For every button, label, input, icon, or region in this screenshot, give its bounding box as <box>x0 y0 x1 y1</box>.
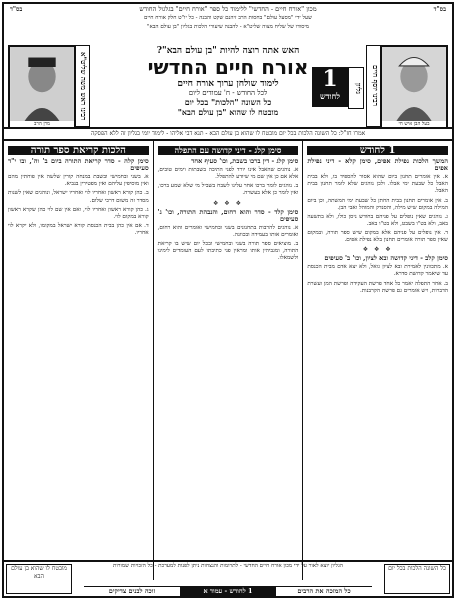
rabbi-portrait-right-icon <box>382 47 446 127</box>
footer-bar-2: 1 לחודש - עמוד א <box>180 587 276 596</box>
footer-bar-1: זוכה לבנים צדיקים <box>108 587 156 595</box>
issue-label: לחודש <box>319 91 341 101</box>
title-top: האש אתה רוצה להיות "בן עולם הבא"? <box>156 46 300 56</box>
portrait-right <box>380 45 448 129</box>
paragraph: ב. אחר התפלה יאמר כל אחד פרשת העקידה ופרשת המן ועשרת הדברות, ויש אומרים גם פרשת הקרבנות. <box>307 280 448 294</box>
top-line-2: שעל ידי "מסעל עולם" בחסות הרב זיהנם שקט והבנה - כל יו"ט חלק אורח חיים <box>143 15 313 21</box>
paragraph: א. מתכוונין לאמירת ובא לציון גואל, ולא יצא אדם מבית הכנסת עד שיאמר קדושת סדרא. <box>307 264 448 278</box>
column-3-subheading: סימן קלה - סדר קריאת התורה ביום ב' וה', ובו י"ד סעיפים <box>7 157 149 173</box>
column-3-heading: הלכות קריאת ספר תורה <box>8 146 149 155</box>
column-2-subheading: סימן קלג - דין ברכו בשבת, וכו' סעיף אחד <box>191 157 299 166</box>
paragraph: ד. אם אין כהן בבית הכנסת קורא ישראל במקומו, ולא יקרא לוי אחריו. <box>7 222 149 236</box>
paragraph: ב. מוציאים ספר תורה בשני ובחמישי ובכל יום שיש בו קריאת התורה, ומגביהין אותו ומראין פני כתיבתו לעם העומדים לימינו ולשמאלו. <box>157 241 299 262</box>
text-columns <box>4 141 452 580</box>
footer <box>4 560 452 596</box>
footer-credits: הגליון יוצא לאור על ידי מכון אורח חיים החדשי - לתרומות והנצחות ניתן לפנות למערכת - כל הזכויות שמורות <box>113 563 343 569</box>
top-line-1: מכון "אורח חיים - החדשי" ללימוד כל ספר "אורח חיים" בגלגול החודש <box>139 5 317 13</box>
top-line-3: מיסודו של שליח מצוה שליט"א - להבנה שיעורי הלכות בגליון "בן עולם הבא" <box>146 24 310 30</box>
page <box>2 2 454 598</box>
paragraph: א. אין אומרים תחנון ביום שהוא אסור להספיד בו, ולא בבית האבל כל שבעת ימי אבלו. ולכן נוהגים שלא לומר תחנון בבית האבל. <box>307 174 448 195</box>
paragraph: א. נוהגים שהאבל אינו יורד לפני התיבה בשבתות וימים טובים, אלא אם כן אין שם מי שיודע להתפלל. <box>157 167 299 181</box>
notice-strip: אמרו חז"ל: כל השונה הלכות בכל יום מובטח לו שהוא בן עולם הבא - תנא דבי אליהו - לימוד יומי בגליון זה ללא הפסקה <box>4 129 452 141</box>
promise-line: מובטח לו שהוא "בן עולם הבא" <box>177 107 279 117</box>
side-title-right: רבינו יוסף חיים <box>366 45 382 127</box>
paragraph: ב. אין אומרים תחנון בבית החתן כל שבעת ימי המשתה, וכן ביום המילה במקום שיש מילה, והסנדק והמוהל ואבי הבן. <box>307 197 448 211</box>
paragraph: א. נוהגים להרבות בתחנונים בשני ובחמישי ואומרים והוא רחום, ואומרים אותו בעמידה ובכוונה. <box>157 224 299 238</box>
year-line: כל השונה "הלכות" בכל יום <box>184 97 272 107</box>
column-1-subheading-2: סימן קלב - דיני קדושה ובא לציון, וכו' ב' סעיפים <box>324 254 448 263</box>
title-banner <box>92 45 364 117</box>
portrait-right-caption: בעל הבן איש חי <box>382 121 446 127</box>
divider: ❖ ❖ ❖ <box>213 199 243 207</box>
title-sub: לימוד שולחן ערוך אורח חיים <box>177 79 279 89</box>
paragraph: ג. נוהגים שאין נופלים על פניהם בחודש ניסן כולו, ולא בתשעה באב, ולא בט"ו בשבט, ולא בט"ו באב. <box>307 213 448 227</box>
title-sub2: לכל החודש - ח' עמודים ליום <box>188 89 268 97</box>
column-2 <box>154 141 304 580</box>
divider: ❖ ❖ ❖ <box>362 246 393 254</box>
column-3 <box>4 141 154 580</box>
masthead <box>4 31 452 129</box>
page-title: אורח חיים החדשי <box>147 55 309 79</box>
paragraph: ב. כהן קורא ראשון ואחריו לוי ואחריו ישראל, ונוהגים שאין לשנות מסדר זה משום דרכי שלום. <box>7 190 149 204</box>
column-2-heading: סימן קלג - דיני קדושה עם התפלה <box>158 146 299 155</box>
column-1 <box>303 141 452 580</box>
corner-left: בס"ד <box>10 6 23 13</box>
side-title-left: רבינו ראש משה שליט"א <box>74 45 90 127</box>
footer-bar <box>84 586 372 596</box>
footer-bar-3: כל המזכה את הרבים <box>297 587 351 595</box>
column-1-subheading: המשך הלכות נפילת אפים, סימן קלא - דיני נפילת אפים <box>307 157 448 173</box>
paragraph: ד. אין נופלים על פניהם אלא במקום שיש ספר תורה, ובמקום שאין ספר תורה אומרים תחנון בלא נפילת אפים. <box>307 229 448 244</box>
issue-tag: גליון <box>348 67 364 109</box>
column-2-subheading-2: סימן קלד - סדר והוא רחום, והנבהת התורה, וכו' ג' סעיפים <box>157 207 299 223</box>
rabbi-portrait-left-icon <box>10 47 74 127</box>
footer-right-box: כל השונה הלכות בכל יום <box>384 564 450 594</box>
portrait-left-caption: מרן הרב <box>10 121 74 127</box>
paragraph: ב. נוהגים לומר ברכו אחר עלינו לשבח בשביל מי שלא שמע ברכו, ואין לומר כן אלא בעשרה. <box>157 183 299 197</box>
paragraph: ג. כהן קורא ראשון ואחריו לוי, ואם אין שם לוי כהן שקרא ראשון קורא במקום לוי. <box>7 206 149 220</box>
column-1-heading: 1 לחודש <box>307 146 448 155</box>
corner-right: בס"ד <box>433 6 446 13</box>
paragraph: א. בשני ובחמישי ובשבת במנחה קורין שלשה אין פוחתין מהם ואין מוסיפין עליהם ואין מפטירין בנביא. <box>7 174 149 188</box>
issue-number: 1 <box>322 66 338 92</box>
portrait-left <box>8 45 76 129</box>
footer-left-box: מובטח לו שהוא בן עולם הבא <box>6 564 72 594</box>
